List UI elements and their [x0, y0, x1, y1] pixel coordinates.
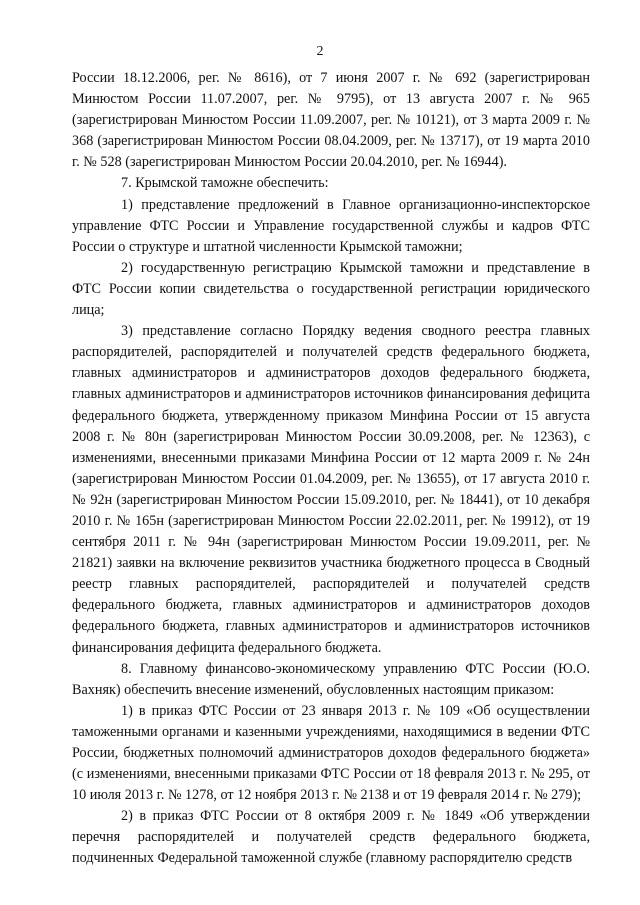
paragraph-continuation: России 18.12.2006, рег. № 8616), от 7 июня 2007 г. № 692 (зарегистрирован Минюстом России 11.07.2007, рег. № 9795), от 13 августа 2007 г. № 965 (зарегистрирован Минюстом России 11.09.2007, рег. № 10121), от 3 марта 2009 г. № 368 (зарегистрирован Минюстом России 08.04.2009, рег. № 13717), от 19 марта 2010 г. № 528 (зарегистрирован Минюстом России 20.04.2010, рег. № 16944). [72, 70, 590, 171]
paragraph-item-7: 7. Крымской таможне обеспечить: [121, 175, 329, 192]
paragraph-item-8-1: 1) в приказ ФТС России от 23 января 2013 г. № 109 «Об осуществлении таможенными органами и казенными учреждениями, находящимися в ведении ФТС России, бюджетных полномочий администраторов доходов федерального бюджета» (с изменениями, внесенными приказами ФТС России от 18 февраля 2013 г. № 295, от 10 июля 2013 г. № 1278, от 12 ноября 2013 г. № 2138 и от 19 февраля 2014 г. № 279); [72, 702, 590, 804]
paragraph-item-7-2: 2) государственную регистрацию Крымской таможни и представление в ФТС России копии свидетельства о государственной регистрации юридического лица; [72, 259, 590, 319]
page-number: 2 [316, 44, 324, 59]
paragraph-item-8-2: 2) в приказ ФТС России от 8 октября 2009 г. № 1849 «Об утверждении перечня распорядителей и получателей средств федерального бюджета, подчиненных Федеральной таможенной службе (главному распорядителю средств [72, 808, 590, 867]
paragraph-item-7-3: 3) представление согласно Порядку ведения сводного реестра главных распорядителей, распорядителей и получателей средств федерального бюджета, главных администраторов и администраторов доходов федерального бюджета, главных администраторов и администраторов источников финансирования дефицита федерального бюджета, утвержденному приказом Минфина России от 15 августа 2008 г. № 80н (зарегистрирован Минюстом России 30.09.2008, рег. № 12363), с изменениями, внесенными приказами Минфина России от 12 марта 2009 г. № 24н (зарегистрирован Минюстом России 01.04.2009, рег. № 13655), от 17 августа 2010 г. № 92н (зарегистрирован Минюстом России 15.09.2010, рег. № 18441), от 10 декабря 2010 г. № 165н (зарегистрирован Минюстом России 22.02.2011, рег. № 19912), от 19 сентября 2011 г. № 94н (зарегистрирован Минюстом России 19.09.2011, рег. № 21821) заявки на включение реквизитов участника бюджетного процесса в Сводный реестр главных распорядителей, распорядителей и получателей средств федерального бюджета, главных администраторов и администраторов доходов федерального бюджета, главных администраторов и администраторов источников финансирования дефицита федерального бюджета. [72, 323, 590, 656]
document-body [72, 68, 590, 870]
paragraph-item-8: 8. Главному финансово-экономическому управлению ФТС России (Ю.О. Вахняк) обеспечить внесение изменений, обусловленных настоящим приказом: [72, 660, 590, 698]
paragraph-item-7-1: 1) представление предложений в Главное организационно-инспекторское управление ФТС России и Управление государственной службы и кадров ФТС России о структуре и штатной численности Крымской таможни; [72, 196, 590, 255]
